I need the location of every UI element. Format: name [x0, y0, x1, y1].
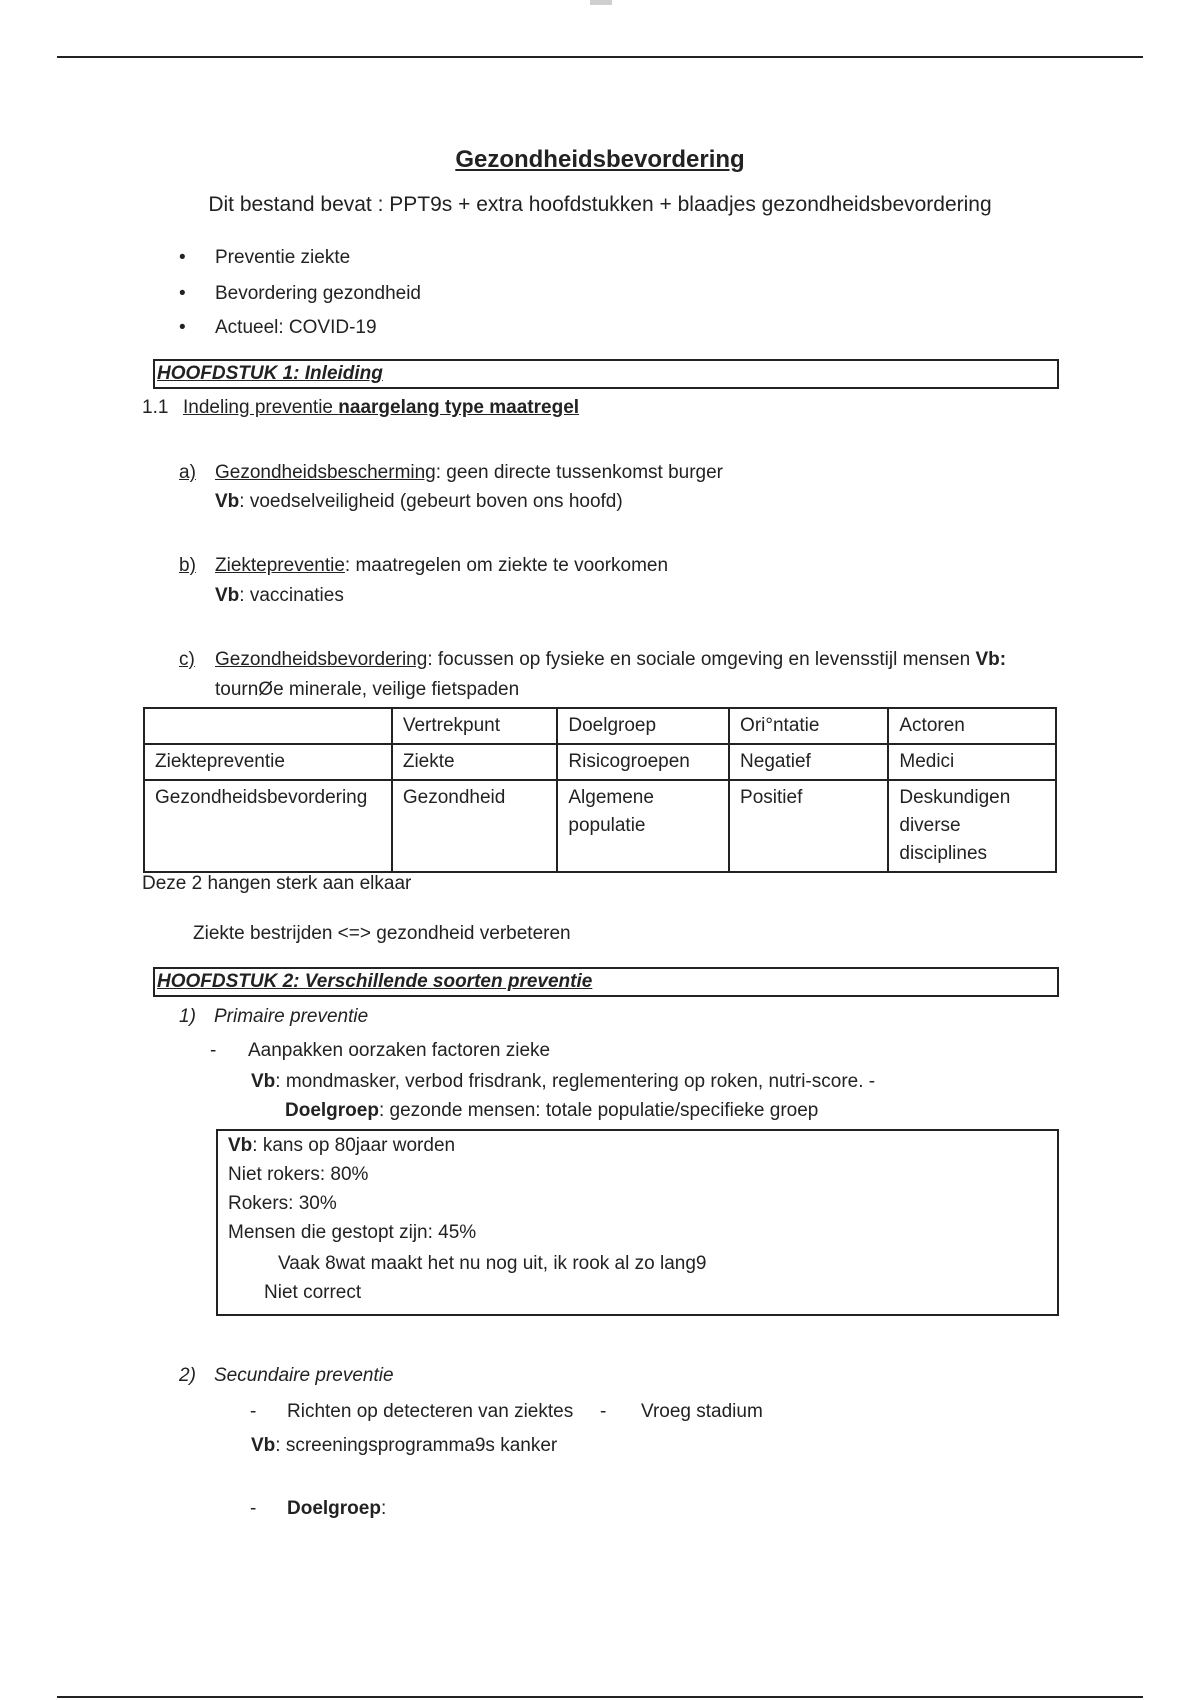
- table-cell: Gezondheid: [392, 780, 558, 872]
- table-cell: Ziektepreventie: [144, 744, 392, 780]
- table-cell: Gezondheidsbevordering: [144, 780, 392, 872]
- table-cell: Positief: [729, 780, 888, 872]
- item-b-vb-label: Vb: [215, 585, 240, 606]
- box-example: [228, 1135, 455, 1157]
- item-b-vb-text: : vaccinaties: [239, 585, 344, 606]
- item-c-vb-label: Vb:: [975, 649, 1007, 670]
- chapter2-heading: HOOFDSTUK 2: Verschillende soorten preventie: [157, 971, 593, 992]
- primary-example: [251, 1071, 875, 1093]
- primary-vb-text: : mondmasker, verbod frisdrank, reglementering op roken, nutri-score. -: [275, 1071, 876, 1092]
- primary-title: Primaire preventie: [214, 1006, 369, 1027]
- table-cell: Deskundigen diverse disciplines: [888, 780, 1056, 872]
- box-line: Rokers: 30%: [228, 1193, 337, 1214]
- item-a-vb-text: : voedselveiligheid (gebeurt boven ons hoofd): [239, 491, 623, 512]
- example-box: [216, 1129, 1059, 1316]
- secondary-point: Richten op detecteren van ziektes: [287, 1401, 574, 1422]
- primary-target: [285, 1100, 818, 1122]
- primary-target-text: : gezonde mensen: totale populatie/specifieke groep: [378, 1100, 819, 1121]
- secondary-example: [251, 1435, 557, 1457]
- section-title-plain: Indeling preventie: [183, 397, 339, 418]
- chapter2-heading-box: [153, 967, 1059, 997]
- item-b-example: [215, 585, 344, 607]
- item-c-desc: : focussen op fysieke en sociale omgeving en levensstijl mensen: [427, 649, 976, 670]
- table-cell: Ziekte: [392, 744, 558, 780]
- item-b-term: Ziektepreventie: [215, 555, 345, 576]
- bullet-icon: •: [179, 317, 186, 338]
- note-linked: Deze 2 hangen sterk aan elkaar: [142, 873, 412, 894]
- table-cell: Negatief: [729, 744, 888, 780]
- primary-vb-label: Vb: [251, 1071, 276, 1092]
- table-header-cell: Actoren: [888, 708, 1056, 744]
- item-a-desc: : geen directe tussenkomst burger: [435, 462, 724, 483]
- primary-point: Aanpakken oorzaken factoren zieke: [248, 1040, 551, 1061]
- intro-bullet: Preventie ziekte: [215, 247, 351, 268]
- chapter1-heading: HOOFDSTUK 1: Inleiding: [157, 363, 383, 384]
- section-number: 1.1: [142, 397, 169, 418]
- table-row: [144, 780, 1056, 872]
- intro-bullet: Bevordering gezondheid: [215, 283, 421, 304]
- box-line: Niet correct: [264, 1282, 362, 1303]
- dash-icon: -: [600, 1401, 607, 1422]
- footer-rule: [57, 1696, 1143, 1698]
- secondary-target-colon: :: [380, 1498, 387, 1519]
- table-header-cell: Vertrekpunt: [392, 708, 558, 744]
- page-top-marker: [590, 0, 612, 5]
- item-c-definition: [215, 649, 1006, 671]
- item-a-vb-label: Vb: [215, 491, 240, 512]
- comparison-table: [143, 707, 1057, 873]
- table-cell: Algemene populatie: [557, 780, 729, 872]
- page-title: Gezondheidsbevordering: [455, 146, 745, 173]
- box-line: Niet rokers: 80%: [228, 1164, 369, 1185]
- primary-target-label: Doelgroep: [285, 1100, 379, 1121]
- item-a-definition: [215, 462, 723, 484]
- box-vb-label: Vb: [228, 1135, 253, 1156]
- table-header-cell: Doelgroep: [557, 708, 729, 744]
- dash-icon: -: [210, 1040, 217, 1061]
- primary-number: 1): [179, 1006, 196, 1027]
- dash-icon: -: [250, 1401, 257, 1422]
- secondary-title: Secundaire preventie: [214, 1365, 394, 1386]
- secondary-point: Vroeg stadium: [641, 1401, 763, 1422]
- secondary-target: [287, 1498, 386, 1520]
- secondary-number: 2): [179, 1365, 196, 1386]
- table-cell: Risicogroepen: [557, 744, 729, 780]
- item-c-vb-text: tournØe minerale, veilige fietspaden: [215, 679, 520, 700]
- dash-icon: -: [250, 1498, 257, 1519]
- header-rule: [57, 56, 1143, 58]
- item-b-desc: : maatregelen om ziekte te voorkomen: [344, 555, 669, 576]
- bullet-icon: •: [179, 247, 186, 268]
- box-vb-text: : kans op 80jaar worden: [252, 1135, 456, 1156]
- item-a-example: [215, 491, 623, 513]
- secondary-vb-label: Vb: [251, 1435, 276, 1456]
- secondary-vb-text: : screeningsprogramma9s kanker: [275, 1435, 558, 1456]
- item-b-definition: [215, 555, 668, 577]
- table-header-row: [144, 708, 1056, 744]
- bullet-icon: •: [179, 283, 186, 304]
- item-a-letter: a): [179, 462, 196, 483]
- box-line: Vaak 8wat maakt het nu nog uit, ik rook al zo lang9: [278, 1253, 707, 1274]
- chapter1-heading-box: [153, 359, 1059, 389]
- item-b-letter: b): [179, 555, 196, 576]
- table-cell: Medici: [888, 744, 1056, 780]
- table-header-cell: Ori°ntatie: [729, 708, 888, 744]
- item-c-term: Gezondheidsbevordering: [215, 649, 428, 670]
- secondary-target-label: Doelgroep: [287, 1498, 381, 1519]
- section-title: [183, 397, 579, 419]
- item-a-term: Gezondheidsbescherming: [215, 462, 436, 483]
- table-row: [144, 744, 1056, 780]
- box-line: Mensen die gestopt zijn: 45%: [228, 1222, 477, 1243]
- intro-bullet: Actueel: COVID-19: [215, 317, 377, 338]
- page-subtitle: Dit bestand bevat : PPT9s + extra hoofdstukken + blaadjes gezondheidsbevordering: [208, 193, 992, 216]
- table-header-cell: [144, 708, 392, 744]
- note-contrast: Ziekte bestrijden <=> gezondheid verbeteren: [193, 923, 571, 944]
- section-title-bold: naargelang type maatregel: [338, 397, 580, 418]
- item-c-letter: c): [179, 649, 195, 670]
